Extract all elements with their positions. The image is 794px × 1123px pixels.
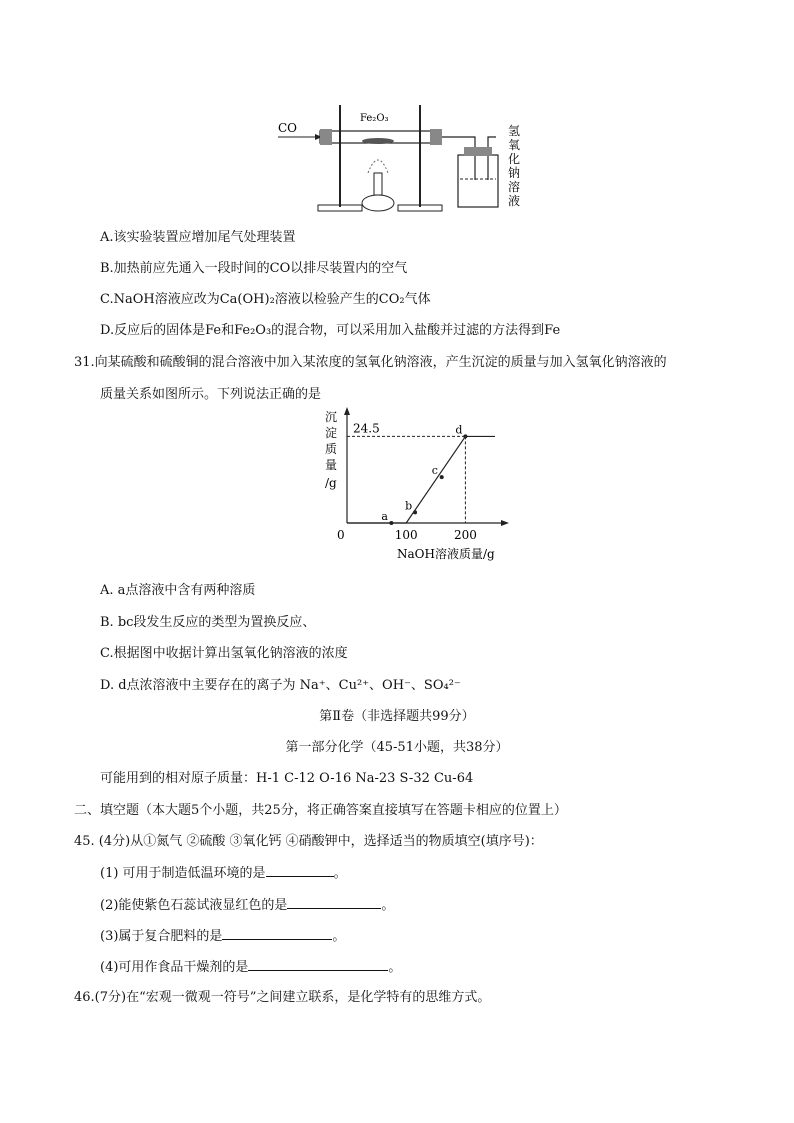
data-point-label: d bbox=[455, 423, 463, 437]
x-tick-label: 200 bbox=[453, 528, 477, 542]
data-point-label: b bbox=[405, 499, 413, 513]
q31-option-a: A. a点溶液中含有两种溶质 bbox=[100, 583, 256, 598]
section2-subtitle: 第一部分化学（45-51小题，共38分） bbox=[285, 740, 509, 755]
y-label-char: 质 bbox=[325, 442, 338, 456]
q45-stem: 45. (4分)从①氮气 ②硫酸 ③氧化钙 ④硝酸钾中，选择适当的物质填空(填序号)： bbox=[74, 834, 543, 849]
q30-option-d: D.反应后的固体是Fe和Fe₂O₃的混合物，可以采用加入盐酸并过滤的方法得到Fe bbox=[100, 323, 561, 338]
answer-blank[interactable] bbox=[287, 896, 381, 909]
q45-item bbox=[100, 896, 394, 915]
fill-heading: 二、填空题（本大题5个小题，共25分，将正确答案直接填写在答题卡相应的位置上） bbox=[74, 803, 567, 818]
data-point-label: c bbox=[431, 464, 438, 478]
fe2o3-powder bbox=[362, 138, 394, 144]
stopper-right bbox=[430, 129, 442, 145]
q31-stem-line2: 质量关系如图所示。下列说法正确的是 bbox=[100, 387, 322, 402]
y-label-char: 淀 bbox=[325, 426, 338, 440]
q30-option-c: C.NaOH溶液应改为Ca(OH)₂溶液以检验产生的CO₂气体 bbox=[100, 292, 431, 307]
naoh-label-char: 溶 bbox=[508, 180, 521, 194]
naoh-label-char: 氧 bbox=[508, 138, 521, 152]
q45-item-end: 。 bbox=[333, 866, 347, 881]
naoh-label-char: 化 bbox=[508, 152, 521, 166]
fe2o3-label: Fe₂O₃ bbox=[360, 113, 389, 124]
bottle-stopper bbox=[464, 147, 492, 156]
q45-item-text: (2)能使紫色石蕊试液显红色的是 bbox=[100, 898, 288, 913]
q45-item-end: 。 bbox=[388, 960, 402, 975]
data-point-b bbox=[413, 510, 417, 514]
answer-blank[interactable] bbox=[266, 864, 334, 877]
precipitate-chart bbox=[315, 405, 515, 565]
exit-tube bbox=[488, 137, 496, 180]
q31-stem-line1: 31.向某硫酸和硫酸铜的混合溶液中加入某浓度的氢氧化钠溶液，产生沉淀的质量与加入氢氧化钠溶液的 bbox=[74, 355, 667, 370]
answer-blank[interactable] bbox=[222, 927, 332, 940]
bottle bbox=[458, 155, 498, 207]
q45-item-end: 。 bbox=[332, 929, 346, 944]
burner-lamp bbox=[362, 195, 394, 211]
series-line bbox=[347, 436, 495, 523]
q31-option-d: D. d点浓溶液中主要存在的离子为 Na⁺、Cu²⁺、OH⁻、SO₄²⁻ bbox=[100, 678, 461, 693]
y-label-char: 沉 bbox=[325, 410, 338, 424]
q45-item-text: (1) 可用于制造低温环境的是 bbox=[100, 866, 266, 881]
q31-option-b: B. bc段发生反应的类型为置换反应、 bbox=[100, 615, 316, 630]
q45-item-text: (3)属于复合肥料的是 bbox=[100, 929, 223, 944]
atomic-masses: 可能用到的相对原子质量：H-1 C-12 O-16 Na-23 S-32 Cu-64 bbox=[100, 771, 474, 786]
section2-title: 第Ⅱ卷（非选择题共99分） bbox=[319, 709, 475, 724]
naoh-label-char: 钠 bbox=[508, 166, 521, 180]
q46-stem: 46.(7分)在“宏观一微观一符号”之间建立联系，是化学特有的思维方式。 bbox=[74, 990, 491, 1005]
q45-item bbox=[100, 864, 347, 883]
q45-item bbox=[100, 958, 401, 977]
stopper-left bbox=[320, 129, 332, 145]
x-tick-label: 100 bbox=[394, 528, 418, 542]
answer-blank[interactable] bbox=[248, 958, 388, 971]
q31-option-c: C.根据图中收据计算出氢氧化钠溶液的浓度 bbox=[100, 646, 348, 661]
y-axis-label bbox=[325, 410, 337, 490]
q45-item bbox=[100, 927, 345, 946]
data-point-c bbox=[440, 475, 444, 479]
flame bbox=[368, 160, 388, 173]
origin-label: 0 bbox=[337, 528, 345, 542]
co-label: CO bbox=[278, 121, 298, 135]
apparatus-figure bbox=[270, 95, 530, 220]
y-axis-arrow bbox=[344, 407, 350, 415]
data-point-label: a bbox=[381, 510, 388, 523]
q30-option-a: A.该实验装置应增加尾气处理装置 bbox=[100, 230, 296, 245]
x-axis-label: NaOH溶液质量/g bbox=[397, 547, 495, 561]
naoh-label-char: 氢 bbox=[508, 124, 521, 138]
burner-tube bbox=[374, 173, 382, 195]
naoh-label-char: 液 bbox=[508, 194, 521, 208]
q45-item-end: 。 bbox=[381, 898, 395, 913]
x-axis-arrow bbox=[501, 520, 509, 526]
data-point-a bbox=[389, 521, 393, 525]
y-label-char: 量 bbox=[325, 458, 338, 472]
q30-option-b: B.加热前应先通入一段时间的CO以排尽装置内的空气 bbox=[100, 261, 408, 276]
y-label-char: /g bbox=[325, 476, 337, 490]
naoh-solution-label bbox=[508, 124, 520, 208]
y-tick-label: 24.5 bbox=[353, 421, 380, 436]
q45-item-text: (4)可用作食品干燥剂的是 bbox=[100, 960, 249, 975]
